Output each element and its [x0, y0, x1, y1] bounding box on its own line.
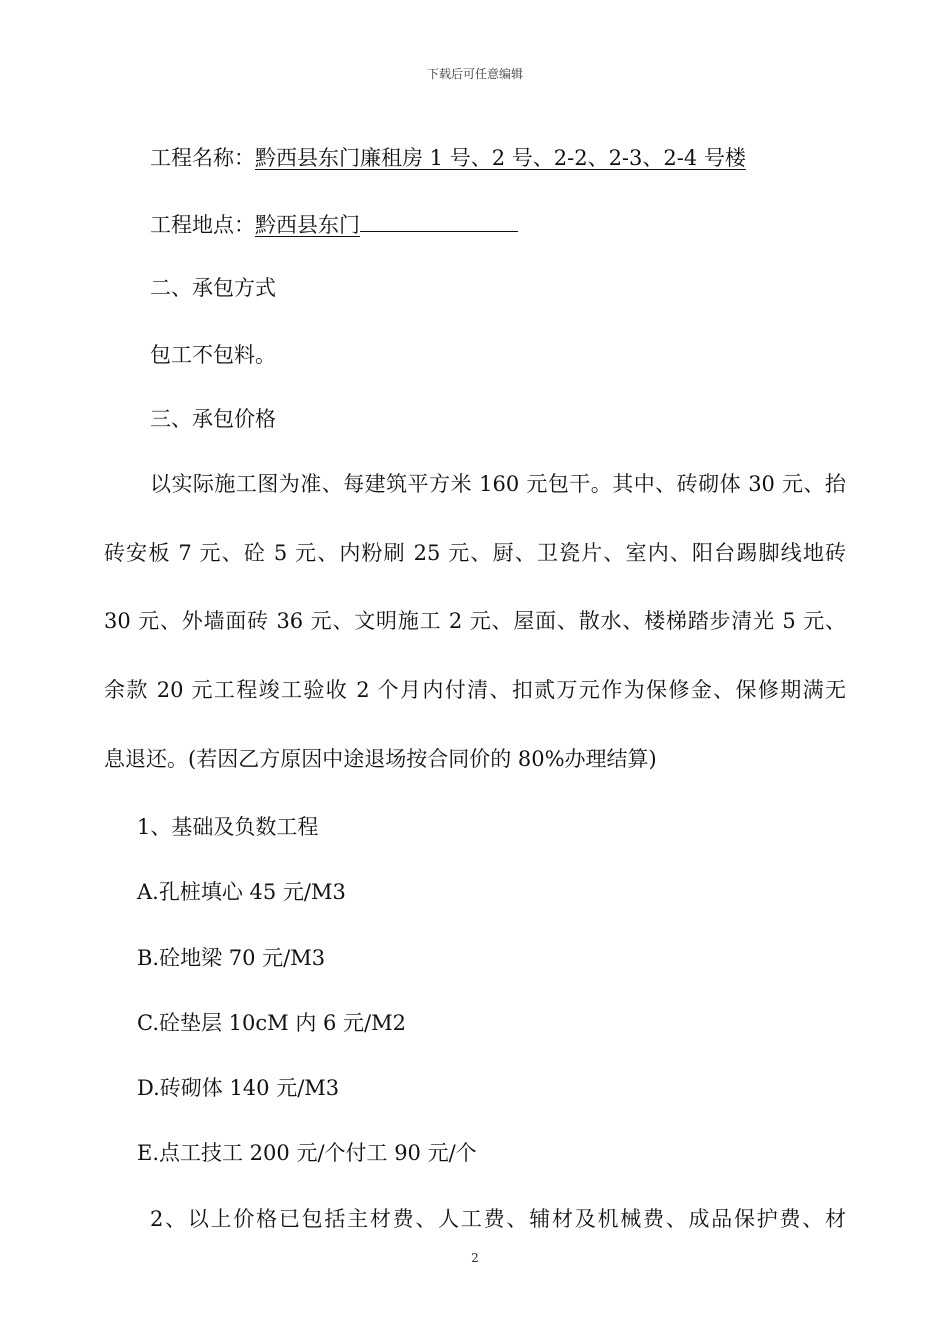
- project-name-label: 工程名称：: [150, 146, 255, 170]
- page-number: 2: [471, 1251, 479, 1265]
- items-heading: 1、基础及负数工程: [137, 815, 319, 839]
- item-b: B.砼地梁 70 元/M3: [137, 946, 326, 970]
- price-paragraph-line-5: 息退还。(若因乙方原因中途退场按合同价的 80%办理结算): [104, 747, 657, 771]
- price-paragraph-line-2: 砖安板 7 元、砼 5 元、内粉刷 25 元、厨、卫瓷片、室内、阳台踢脚线地砖: [104, 541, 846, 565]
- note-2: 2、以上价格已包括主材费、人工费、辅材及机械费、成品保护费、材: [150, 1207, 846, 1231]
- item-a: A.孔桩填心 45 元/M3: [137, 880, 346, 904]
- price-paragraph-line-1: 以实际施工图为准、每建筑平方米 160 元包干。其中、砖砌体 30 元、抬: [150, 472, 846, 496]
- location-blank-underline: [360, 209, 518, 232]
- item-c: C.砼垫层 10cM 内 6 元/M2: [137, 1011, 406, 1035]
- section2-text: 包工不包料。: [150, 343, 276, 367]
- page-header: 下载后可任意编辑: [426, 67, 523, 81]
- price-paragraph-line-4: 余款 20 元工程竣工验收 2 个月内付清、扣贰万元作为保修金、保修期满无: [104, 678, 846, 702]
- project-name-value: 黔西县东门廉租房 1 号、2 号、2-2、2-3、2-4 号楼: [255, 146, 746, 170]
- item-d: D.砖砌体 140 元/M3: [137, 1076, 340, 1100]
- project-name-line: [150, 144, 746, 172]
- item-e: E.点工技工 200 元/个付工 90 元/个: [137, 1141, 477, 1165]
- section3-heading: 三、承包价格: [150, 407, 276, 431]
- project-location-label: 工程地点：: [150, 213, 255, 237]
- section2-heading: 二、承包方式: [150, 276, 276, 300]
- project-location-line: [150, 209, 518, 239]
- price-paragraph-line-3: 30 元、外墙面砖 36 元、文明施工 2 元、屋面、散水、楼梯踏步清光 5 元、: [104, 609, 846, 633]
- project-location-value: 黔西县东门: [255, 213, 360, 237]
